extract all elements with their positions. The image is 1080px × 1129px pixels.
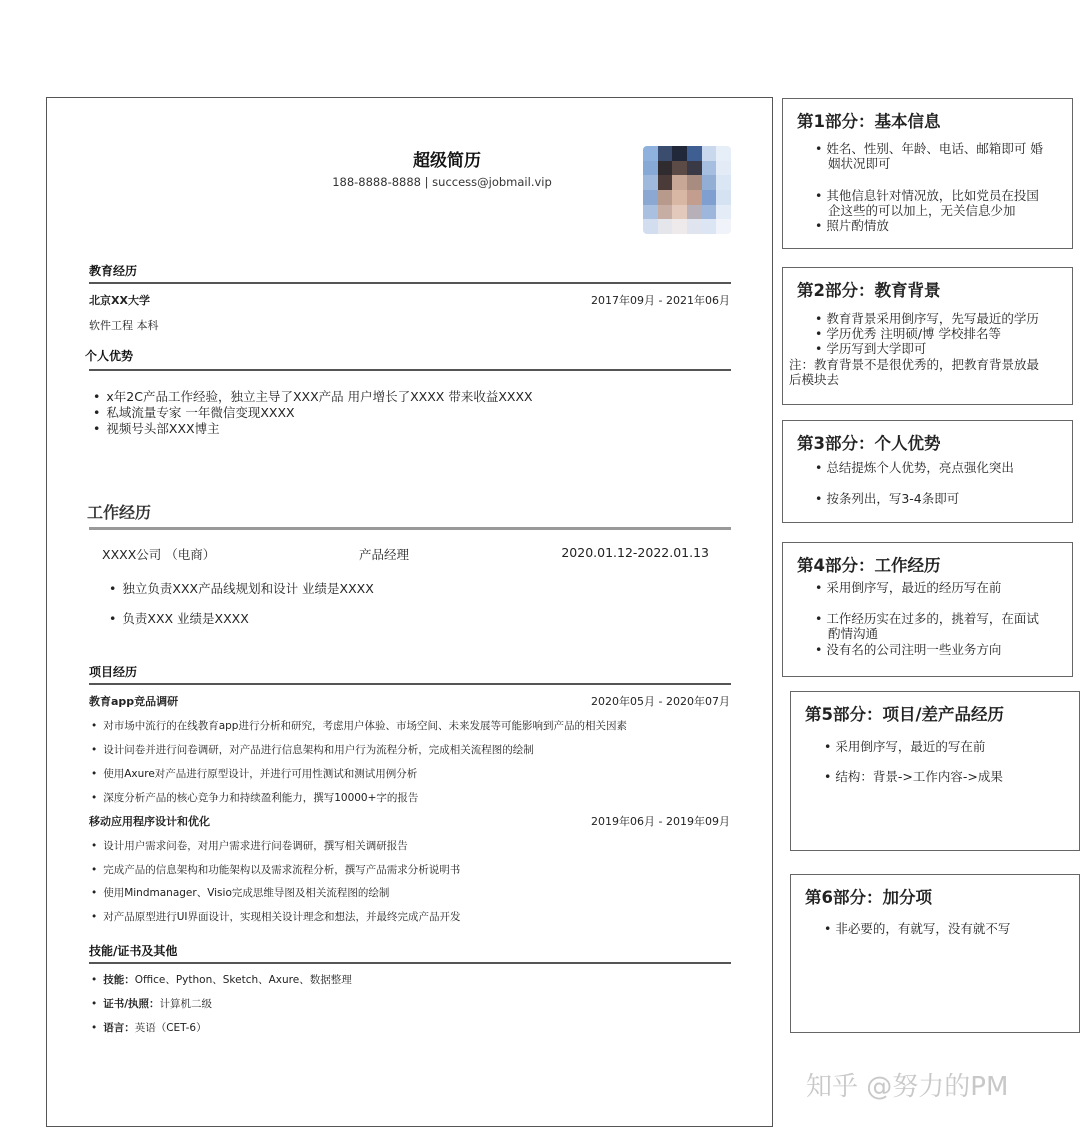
- resume-title: 超级简历: [413, 151, 481, 171]
- skill-label: 语言：: [103, 1022, 135, 1034]
- annotation-line: 注：教育背景不是很优秀的，把教育背景放最: [789, 357, 1040, 372]
- annotation-line: 姻状况即可: [828, 156, 891, 171]
- annotation-line: • 学历写到大学即可: [815, 341, 927, 356]
- projects-heading: 项目经历: [89, 665, 138, 679]
- work-role: 产品经理: [359, 547, 410, 562]
- annotation-box-5: [790, 691, 1080, 851]
- work-item: • 负责XXX 业绩是XXXX: [109, 609, 249, 627]
- annotation-line: • 总结提炼个人优势，亮点强化突出: [815, 460, 1014, 475]
- annotation-heading: 第1部分：基本信息: [797, 112, 941, 131]
- skills-heading: 技能/证书及其他: [89, 944, 178, 958]
- annotation-heading: 第3部分：个人优势: [797, 434, 941, 453]
- projects-rule: [89, 683, 731, 685]
- watermark: 知乎 @努力的PM: [806, 1072, 1009, 1102]
- annotation-line: • 没有名的公司注明一些业务方向: [815, 642, 1002, 657]
- strengths-heading: 个人优势: [85, 349, 134, 363]
- work-company: XXXX公司 （电商）: [102, 547, 216, 562]
- annotation-box-2: [782, 267, 1073, 405]
- annotation-line: • 结构：背景->工作内容->成果: [824, 769, 1003, 784]
- skill-item: [91, 972, 352, 987]
- project-item: • 对产品原型进行UI界面设计，实现相关设计理念和想法，并最终完成产品开发: [91, 909, 460, 924]
- skill-item: [91, 1020, 207, 1035]
- profile-photo: [643, 146, 731, 234]
- annotation-line: • 学历优秀 注明硕/博 学校排名等: [815, 326, 1002, 341]
- project-item: • 完成产品的信息架构和功能架构以及需求流程分析，撰写产品需求分析说明书: [91, 862, 460, 877]
- skill-item: [91, 996, 212, 1011]
- project-item: • 设计问卷并进行问卷调研，对产品进行信息架构和用户行为流程分析，完成相关流程图的绘制: [91, 742, 534, 757]
- annotation-line: 酌情沟通: [828, 626, 879, 641]
- project-item: • 使用Axure对产品进行原型设计，并进行可用性测试和测试用例分析: [91, 766, 417, 781]
- annotation-box-4: [782, 542, 1073, 677]
- work-dates: 2020.01.12-2022.01.13: [561, 545, 709, 560]
- work-item: • 独立负责XXX产品线规划和设计 业绩是XXXX: [109, 579, 374, 597]
- strength-item: • 私域流量专家 一年微信变现XXXX: [93, 403, 295, 421]
- education-school: 北京XX大学: [89, 294, 150, 307]
- annotation-line: • 姓名、性别、年龄、电话、邮箱即可 婚: [815, 141, 1043, 156]
- project-item: • 深度分析产品的核心竞争力和持续盈利能力，撰写10000+字的报告: [91, 790, 418, 805]
- strength-item: • x年2C产品工作经验，独立主导了XXX产品 用户增长了XXXX 带来收益XXXX: [93, 387, 533, 405]
- project-dates: 2020年05月 - 2020年07月: [591, 695, 730, 708]
- annotation-line: • 工作经历实在过多的，挑着写，在面试: [815, 611, 1039, 626]
- annotation-line: • 照片酌情放: [815, 218, 889, 233]
- project-name: 教育app竞品调研: [89, 695, 179, 708]
- annotation-line: 企这些的可以加上，无关信息少加: [828, 203, 1016, 218]
- annotation-heading: 第5部分：项目/差产品经历: [805, 705, 1005, 724]
- project-item: • 对市场中流行的在线教育app进行分析和研究，考虑用户体验、市场空间、未来发展等可能影响到产品的相关因素: [91, 718, 627, 733]
- resume-page: [46, 97, 773, 1127]
- work-rule: [89, 527, 731, 530]
- contact-line: 188-8888-8888 | success@jobmail.vip: [332, 175, 552, 189]
- education-rule: [89, 282, 731, 284]
- annotation-box-1: [782, 98, 1073, 249]
- annotation-line: 后模块去: [789, 372, 840, 387]
- project-item: • 设计用户需求问卷，对用户需求进行问卷调研，撰写相关调研报告: [91, 838, 408, 853]
- annotation-box-3: [782, 420, 1073, 523]
- annotation-heading: 第6部分：加分项: [805, 888, 932, 907]
- skills-rule: [89, 962, 731, 964]
- skill-value: 英语（CET-6）: [134, 1022, 207, 1034]
- annotation-heading: 第2部分：教育背景: [797, 281, 941, 300]
- education-major: 软件工程 本科: [89, 319, 159, 332]
- annotation-line: • 采用倒序写，最近的写在前: [824, 739, 986, 754]
- skill-value: 计算机二级: [159, 998, 213, 1010]
- annotation-heading: 第4部分：工作经历: [797, 556, 941, 575]
- project-dates: 2019年06月 - 2019年09月: [591, 815, 730, 828]
- work-heading: 工作经历: [87, 503, 152, 522]
- skill-label: 证书/执照：: [103, 998, 160, 1010]
- annotation-box-6: [790, 874, 1080, 1033]
- strengths-rule: [89, 369, 731, 371]
- annotation-line: • 按条列出，写3-4条即可: [815, 491, 960, 506]
- annotation-line: • 非必要的，有就写，没有就不写: [824, 921, 1011, 936]
- skill-label: 技能：: [103, 974, 135, 986]
- annotation-line: • 其他信息针对情况放，比如党员在投国: [815, 188, 1039, 203]
- education-heading: 教育经历: [89, 264, 138, 278]
- education-dates: 2017年09月 - 2021年06月: [591, 294, 730, 307]
- project-item: • 使用Mindmanager、Visio完成思维导图及相关流程图的绘制: [91, 885, 389, 900]
- project-name: 移动应用程序设计和优化: [89, 815, 210, 828]
- annotation-line: • 采用倒序写，最近的经历写在前: [815, 580, 1002, 595]
- skill-value: Office、Python、Sketch、Axure、数据整理: [134, 974, 352, 986]
- strength-item: • 视频号头部XXX博主: [93, 419, 220, 437]
- annotation-line: • 教育背景采用倒序写，先写最近的学历: [815, 311, 1039, 326]
